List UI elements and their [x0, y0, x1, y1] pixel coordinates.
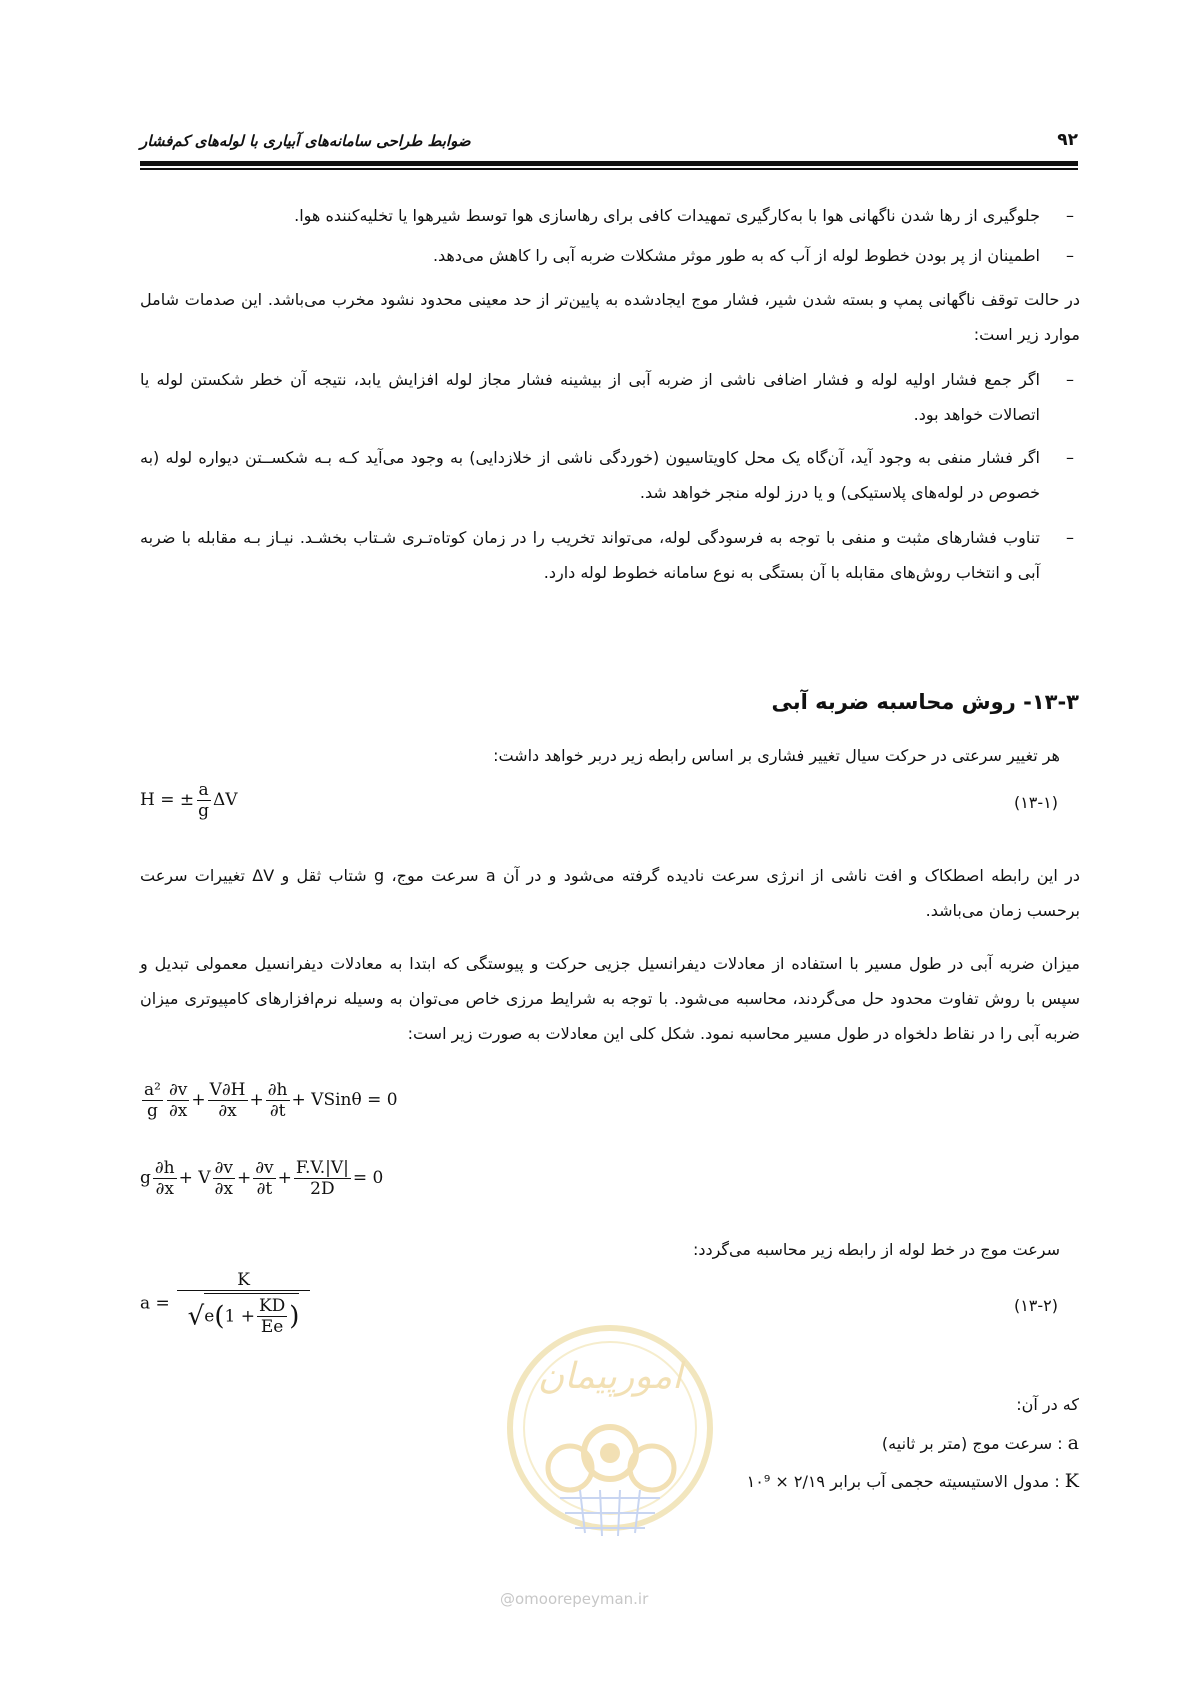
bullet-text: اگر فشار منفی به وجود آید، آن‌گاه یک محل کاویتاسیون (خوردگی ناشی از خلازدایی) به وجود می‌آید کـه بـه شکســتن دیواره لوله (به خصوص در لوله‌های پلاستیکی) و یا درز لوله منجر خواهد شد. — [140, 448, 1040, 502]
running-title: ضوابط طراحی سامانه‌های آبیاری با لوله‌های کم‌فشار — [140, 132, 471, 150]
page-number: ۹۲ — [1057, 130, 1078, 150]
bullet-item — [140, 362, 1074, 432]
bullet-dash: – — [1066, 528, 1074, 547]
equation-motion: $\frac{\text{a²}}{g}$ $\frac{\partial v}{\partial x}$ + $\frac{V\partial H}{\partial x}$ + $\frac{\partial h}{\partial t}$ + VSinθ = 0 — [144, 1080, 398, 1121]
bullet-text: تناوب فشارهای مثبت و منفی با توجه به فرسودگی لوله، می‌تواند تخریب را در زمان کوتاه‌تـری شـتاب بخشـد. نیـاز بـه مقابله با ضربه آبی و انتخاب روش‌های مقابله با آن بستگی به نوع سامانه خطوط لوله دارد. — [140, 528, 1040, 582]
svg-text:امورپیمان: امورپیمان — [537, 1356, 683, 1397]
sqrt-sign: √ — [187, 1301, 205, 1332]
watermark-seal — [490, 1318, 730, 1558]
bullet-item — [140, 198, 1074, 233]
bullet-dash: – — [1066, 448, 1074, 467]
equation-continuity: g $\frac{\partial h}{\partial x}$ + V $\frac{\partial v}{\partial x}$ + $\frac{\partial v}{\partial t}$ + $\frac{F.V.|V|}{2D}$ = 0 — [140, 1158, 384, 1199]
where-intro: که در آن: — [1016, 1395, 1079, 1414]
header-rule-thick — [140, 161, 1078, 166]
paragraph: میزان ضربه آبی در طول مسیر با استفاده از معادلات دیفرانسیل جزیی حرکت و پیوستگی که ابتدا به معادلات دیفرانسیل معمولی تبدیل و سپس با روش تفاوت محدود حل می‌گردند، محاسبه می‌شود. با توجه به شرایط مرزی خاص می‌توان به وسیله نرم‌افزارهای کامپیوتری میزان ضربه آبی را در نقاط دلخواه در طول مسیر محاسبه نمود. شکل کلی این معادلات به صورت زیر است: — [140, 954, 1080, 1043]
bullet-dash: – — [1066, 370, 1074, 389]
bullet-item — [140, 238, 1074, 273]
equation-number: (۱۳-۱) — [1013, 793, 1058, 812]
definition-a: a : سرعت موج (متر بر ثانیه) — [881, 1432, 1079, 1454]
eq-rhs: ΔV — [213, 790, 238, 810]
paragraph: سرعت موج در خط لوله از رابطه زیر محاسبه می‌گردد: — [692, 1240, 1060, 1259]
bullet-item — [140, 520, 1074, 590]
eq-lhs: H = ± — [140, 790, 195, 810]
equation-2: a = K √e(1 + $\frac{KD}{Ee}$ ) — [140, 1270, 312, 1337]
running-header — [140, 130, 1078, 154]
bullet-item — [140, 440, 1074, 510]
watermark-url: @omoorepeyman.ir — [500, 1590, 649, 1608]
definition-k: K : مدول الاستیسیته حجمی آب برابر ۲/۱۹ × ۱۰⁹ — [746, 1470, 1079, 1492]
eq-fraction: $\frac{a}{g}$ — [198, 780, 210, 821]
wave-speed-fraction: K √e(1 + $\frac{KD}{Ee}$ ) — [177, 1270, 310, 1337]
bullet-text: اطمینان از پر بودن خطوط لوله از آب که به طور موثر مشکلات ضربه آبی را کاهش می‌دهد. — [432, 246, 1040, 265]
paragraph: هر تغییر سرعتی در حرکت سیال تغییر فشاری بر اساس رابطه زیر دربر خواهد داشت: — [493, 746, 1060, 765]
equation-1 — [140, 780, 238, 821]
bullet-dash: – — [1066, 246, 1074, 265]
header-rule-thin — [140, 168, 1078, 170]
section-heading: ۱۳-۳- روش محاسبه ضربه آبی — [771, 690, 1079, 714]
bullet-dash: – — [1066, 206, 1074, 225]
paragraph: در این رابطه اصطکاک و افت ناشی از انرژی سرعت نادیده گرفته می‌شود و در آن a سرعت موج، g شتاب ثقل و ΔV تغییرات سرعت برحسب زمان می‌باشد. — [140, 866, 1081, 920]
paragraph: در حالت توقف ناگهانی پمپ و بسته شدن شیر، فشار موج ایجادشده به پایین‌تر از حد معینی محدود نشود مخرب می‌باشد. این صدمات شامل موارد زیر است: — [140, 290, 1080, 344]
bullet-text: اگر جمع فشار اولیه لوله و فشار اضافی ناشی از ضربه آبی از بیشینه فشار مجاز لوله افزایش یابد، نتیجه آن خطر شکستن لوله یا اتصالات خواهد بود. — [140, 370, 1040, 424]
equation-number: (۱۳-۲) — [1013, 1296, 1058, 1315]
bullet-text: جلوگیری از رها شدن ناگهانی هوا با به‌کارگیری تمهیدات کافی برای رهاسازی هوا توسط شیرهوا یا تخلیه‌کننده هوا. — [294, 206, 1040, 225]
